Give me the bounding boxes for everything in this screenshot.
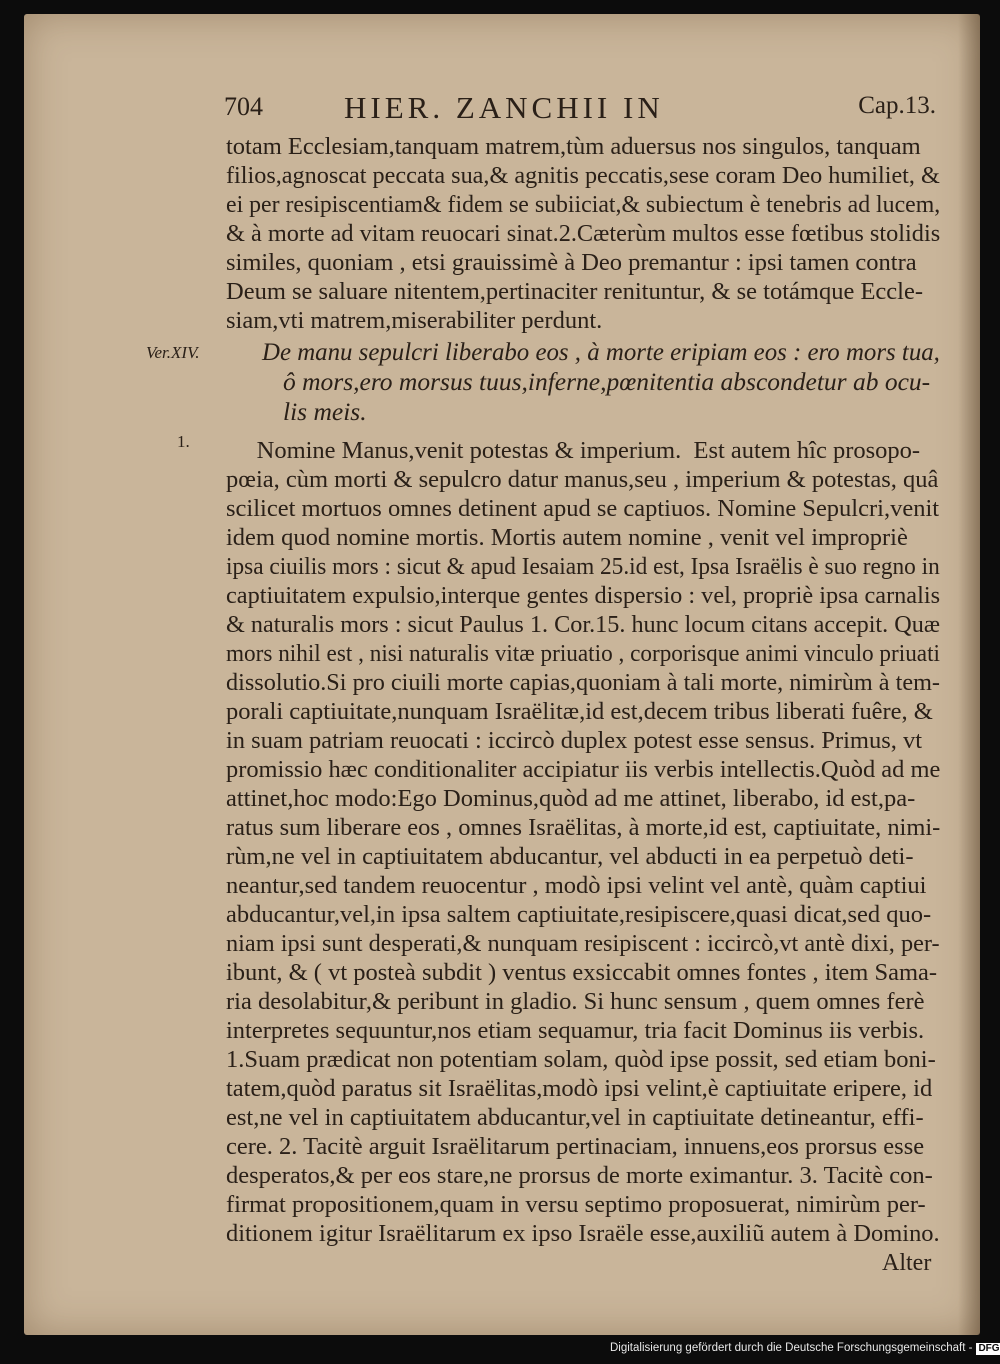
text-line: in suam patriam reuocati : iccircò duplex potest esse sensus. Primus, vt bbox=[226, 727, 923, 754]
page-header bbox=[224, 92, 936, 132]
text-line: 1.Suam prædicat non potentiam solam, quòd ipse possit, sed etiam boni- bbox=[226, 1046, 936, 1073]
text-line: niam ipsi sunt desperati,& nunquam resipiscent : iccircò,vt antè dixi, per- bbox=[226, 930, 940, 957]
page-shadow bbox=[958, 14, 980, 1335]
text-line: attinet,hoc modo:Ego Dominus,quòd ad me attinet, liberabo, id est,pa- bbox=[226, 785, 916, 812]
text-line: filios,agnoscat peccata sua,& agnitis peccatis,sese coram Deo humiliet, & bbox=[226, 162, 940, 189]
text-line: ria desolabitur,& peribunt in gladio. Si hunc sensum , quem omnes ferè bbox=[226, 988, 925, 1015]
page-number: 704 bbox=[224, 92, 263, 121]
text-line: mors nihil est , nisi naturalis vitæ priuatio , corporisque animi vinculo priuati bbox=[226, 640, 940, 667]
text-line: Deum se saluare nitentem,pertinaciter renituntur, & se totámque Eccle- bbox=[226, 278, 923, 305]
margin-number: 1. bbox=[177, 432, 190, 451]
text-line: scilicet mortuos omnes detinent apud se captiuos. Nomine Sepulcri,venit bbox=[226, 495, 940, 522]
verse-line: lis meis. bbox=[283, 397, 367, 426]
digitization-footer bbox=[610, 1342, 1000, 1355]
text-line: dissolutio.Si pro ciuili morte capias,quoniam à tali morte, nimirùm à tem- bbox=[226, 669, 940, 696]
running-head: HIER. ZANCHII IN bbox=[344, 90, 664, 125]
text-line: tatem,quòd paratus sit Israëlitas,modò ipsi velint,è captiuitate eripere, id bbox=[226, 1075, 933, 1102]
text-line: ipsa ciuilis mors : sicut & apud Iesaiam 25.id est, Ipsa Israëlis è suo regno in bbox=[226, 553, 940, 580]
text-line: ratus sum liberare eos , omnes Israëlitas, à morte,id est, captiuitate, nimi- bbox=[226, 814, 941, 841]
text-line: captiuitatem expulsio,interque gentes dispersio : vel, propriè ipsa carnalis bbox=[226, 582, 941, 609]
text-line: totam Ecclesiam,tanquam matrem,tùm aduersus nos singulos, tanquam bbox=[226, 133, 921, 160]
margin-verse-label: Ver.XIV. bbox=[146, 343, 200, 362]
text-line: promissio hæc conditionaliter accipiatur iis verbis intellectis.Quòd ad me bbox=[226, 756, 941, 783]
text-line: siam,vti matrem,miserabiliter perdunt. bbox=[226, 307, 603, 334]
text-line: ibunt, & ( vt posteà subdit ) ventus exsiccabit omnes fontes , item Sama- bbox=[226, 959, 938, 986]
dfg-logo: DFG bbox=[978, 1343, 1000, 1354]
text-line: porali captiuitate,nunquam Israëlitæ,id est,decem tribus liberati fuêre, & bbox=[226, 698, 933, 725]
verse-line: De manu sepulcri liberabo eos , à morte eripiam eos : ero mors tua, bbox=[262, 337, 940, 366]
text-line: cere. 2. Tacitè arguit Israëlitarum pertinaciam, innuens,eos prorsus esse bbox=[226, 1133, 925, 1160]
text-line: neantur,sed tandem reuocentur , modò ipsi velint vel antè, quàm captiui bbox=[226, 872, 927, 899]
text-line: ditionem igitur Israëlitarum ex ipso Israële esse,auxiliũ autem à Domino. bbox=[226, 1220, 940, 1247]
text-line: interpretes sequuntur,nos etiam sequamur, tria facit Dominus iis verbis. bbox=[226, 1017, 925, 1044]
catchword: Alter bbox=[882, 1250, 932, 1276]
text-line: similes, quoniam , etsi grauissimè à Deo premantur : ipsi tamen contra bbox=[226, 249, 917, 276]
text-line: pœia, cùm morti & sepulcro datur manus,seu , imperium & potestas, quâ bbox=[226, 466, 939, 493]
text-line: Nomine Manus,venit potestas & imperium. Est autem hîc prosopo- bbox=[226, 437, 921, 464]
text-line: abducantur,vel,in ipsa saltem captiuitate,resipiscere,quasi dicat,sed quo- bbox=[226, 901, 932, 928]
text-line: firmat propositionem,quam in versu septimo proposuerat, nimirùm per- bbox=[226, 1191, 926, 1218]
text-line: rùm,ne vel in captiuitatem abducantur, vel abducti in ea perpetuò deti- bbox=[226, 843, 914, 870]
text-line: & à morte ad vitam reuocari sinat.2.Cæterùm multos esse fœtibus stolidis bbox=[226, 220, 941, 247]
chapter-label: Cap.13. bbox=[858, 92, 936, 119]
footer-text: Digitalisierung gefördert durch die Deutsche Forschungsgemeinschaft - bbox=[610, 1342, 973, 1354]
text-line: est,ne vel in captiuitatem abducantur,vel in captiuitate detineantur, effi- bbox=[226, 1104, 924, 1131]
text-line: idem quod nomine mortis. Mortis autem nomine , venit vel impropriè bbox=[226, 524, 908, 551]
text-line: desperatos,& per eos stare,ne prorsus de morte eximantur. 3. Tacitè con- bbox=[226, 1162, 933, 1189]
text-line: ei per resipiscentiam& fidem se subiiciat,& subiectum è tenebris ad lucem, bbox=[226, 191, 941, 218]
text-line: & naturalis mors : sicut Paulus 1. Cor.15. hunc locum citans accepit. Quæ bbox=[226, 611, 940, 638]
verse-line: ô mors,ero morsus tuus,inferne,pœnitentia abscondetur ab ocu- bbox=[283, 367, 931, 396]
